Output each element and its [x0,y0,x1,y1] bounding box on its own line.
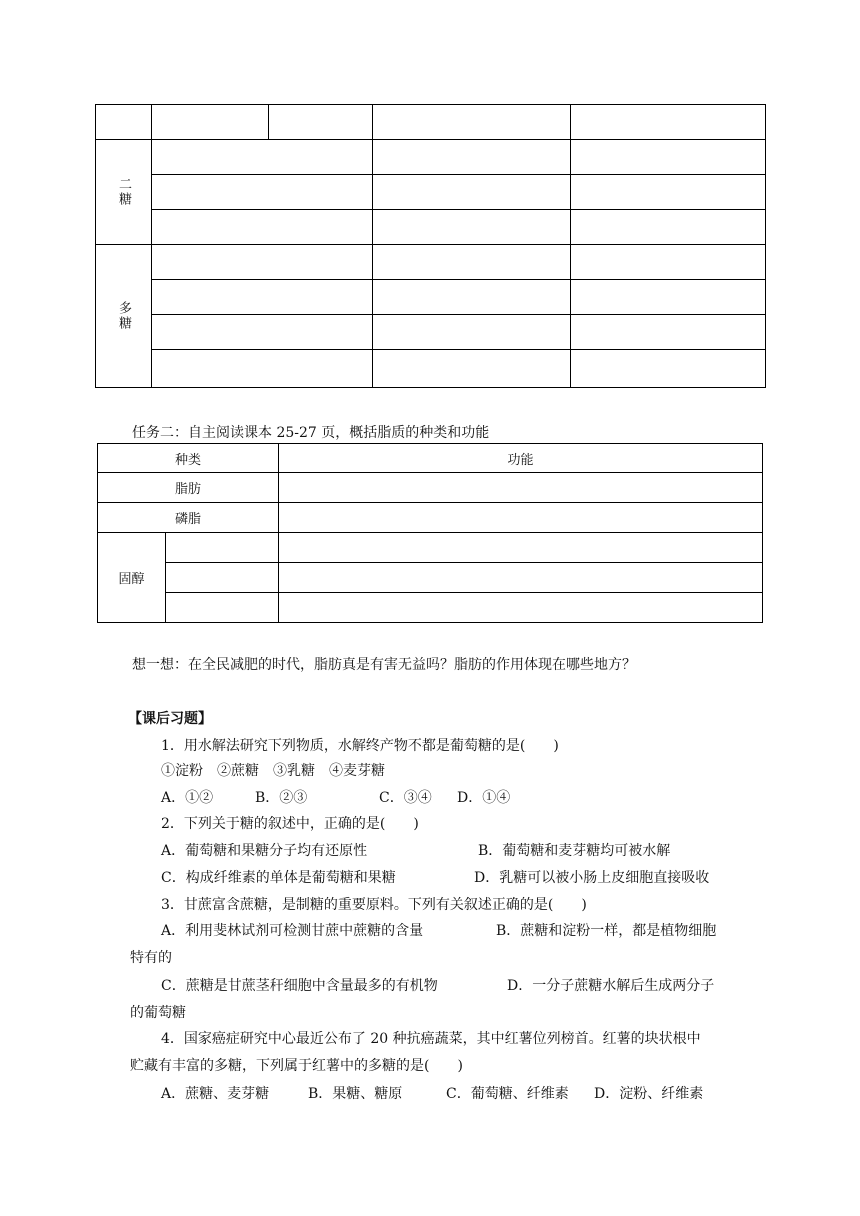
table-cell [96,105,152,140]
exercises-heading: 【课后习题】 [128,711,212,727]
q4-option-a: A．蔗糖、麦芽糖 [161,1086,270,1102]
task2-heading: 任务二：自主阅读课本 25-27 页，概括脂质的种类和功能 [132,425,490,441]
q4-option-c: C．葡萄糖、纤维素 [446,1086,569,1102]
phospholipid-cell: 磷脂 [98,503,279,533]
table-cell [166,593,279,623]
table-cell [571,245,766,280]
disaccharide-cell [96,140,152,245]
q2-stem: 2．下列关于糖的叙述中，正确的是( ) [161,816,419,832]
q1-option-c: C．③④ [379,790,432,806]
q4-stem: 4．国家癌症研究中心最近公布了 20 种抗癌蔬菜，其中红薯位列榜首。红薯的块状根中 [161,1031,701,1047]
table-cell [279,533,763,563]
q3-stem: 3．甘蔗富含蔗糖，是制糖的重要原料。下列有关叙述正确的是( ) [161,897,587,913]
table-cell [151,350,372,388]
table-cell [571,105,766,140]
header-type: 种类 [98,444,279,473]
q1-items: ①淀粉 ②蔗糖 ③乳糖 ④麦芽糖 [161,763,385,779]
q2-option-c: C．构成纤维素的单体是葡萄糖和果糖 [161,870,396,886]
table-cell [571,210,766,245]
table-cell [571,280,766,315]
table-cell [151,245,372,280]
q3-option-d-cont: 的葡萄糖 [130,1005,186,1021]
think-question: 想一想：在全民减肥的时代，脂肪真是有害无益吗？脂肪的作用体现在哪些地方？ [132,657,636,673]
q1-option-d: D．①④ [457,790,511,806]
polysaccharide-label: 多糖 [115,301,131,331]
q4-option-d: D．淀粉、纤维素 [594,1086,704,1102]
table-cell [372,175,571,210]
q3-option-b: B．蔗糖和淀粉一样，都是植物细胞 [496,923,717,939]
table-cell [151,140,372,175]
q1-option-a: A．①② [161,790,214,806]
table-cell [279,593,763,623]
disaccharide-label: 二糖 [115,177,131,207]
sterol-cell: 固醇 [98,533,166,623]
q3-option-a: A．利用斐林试剂可检测甘蔗中蔗糖的含量 [161,923,424,939]
table-cell [279,473,763,503]
table-cell [372,245,571,280]
table-cell [151,105,268,140]
fat-cell: 脂肪 [98,473,279,503]
q2-option-b: B．葡萄糖和麦芽糖均可被水解 [478,843,671,859]
table-cell [571,315,766,350]
table-cell [151,280,372,315]
table-cell [372,315,571,350]
header-function: 功能 [279,444,763,473]
table-cell [372,210,571,245]
table-cell [372,140,571,175]
lipid-table [97,443,763,623]
q2-option-a: A．葡萄糖和果糖分子均有还原性 [161,843,368,859]
polysaccharide-cell [96,245,152,388]
q2-option-d: D．乳糖可以被小肠上皮细胞直接吸收 [474,870,710,886]
q3-option-d: D．一分子蔗糖水解后生成两分子 [507,978,715,994]
q1-option-b: B．②③ [255,790,308,806]
table-cell [166,533,279,563]
table-cell [151,315,372,350]
table-cell [372,105,571,140]
q3-option-b-cont: 特有的 [130,950,172,966]
table-cell [571,350,766,388]
table-cell [372,280,571,315]
q1-stem: 1．用水解法研究下列物质，水解终产物不都是葡萄糖的是( ) [161,738,559,754]
table-cell [571,140,766,175]
q4-stem-cont: 贮藏有丰富的多糖，下列属于红薯中的多糖的是( ) [130,1058,463,1074]
table-cell [571,175,766,210]
table-cell [279,503,763,533]
table-cell [151,175,372,210]
q4-option-b: B．果糖、糖原 [308,1086,403,1102]
table-cell [166,563,279,593]
table-cell [279,563,763,593]
q3-option-c: C．蔗糖是甘蔗茎秆细胞中含量最多的有机物 [161,978,438,994]
sugar-table [95,104,766,388]
table-cell [151,210,372,245]
table-cell [372,350,571,388]
table-cell [268,105,372,140]
